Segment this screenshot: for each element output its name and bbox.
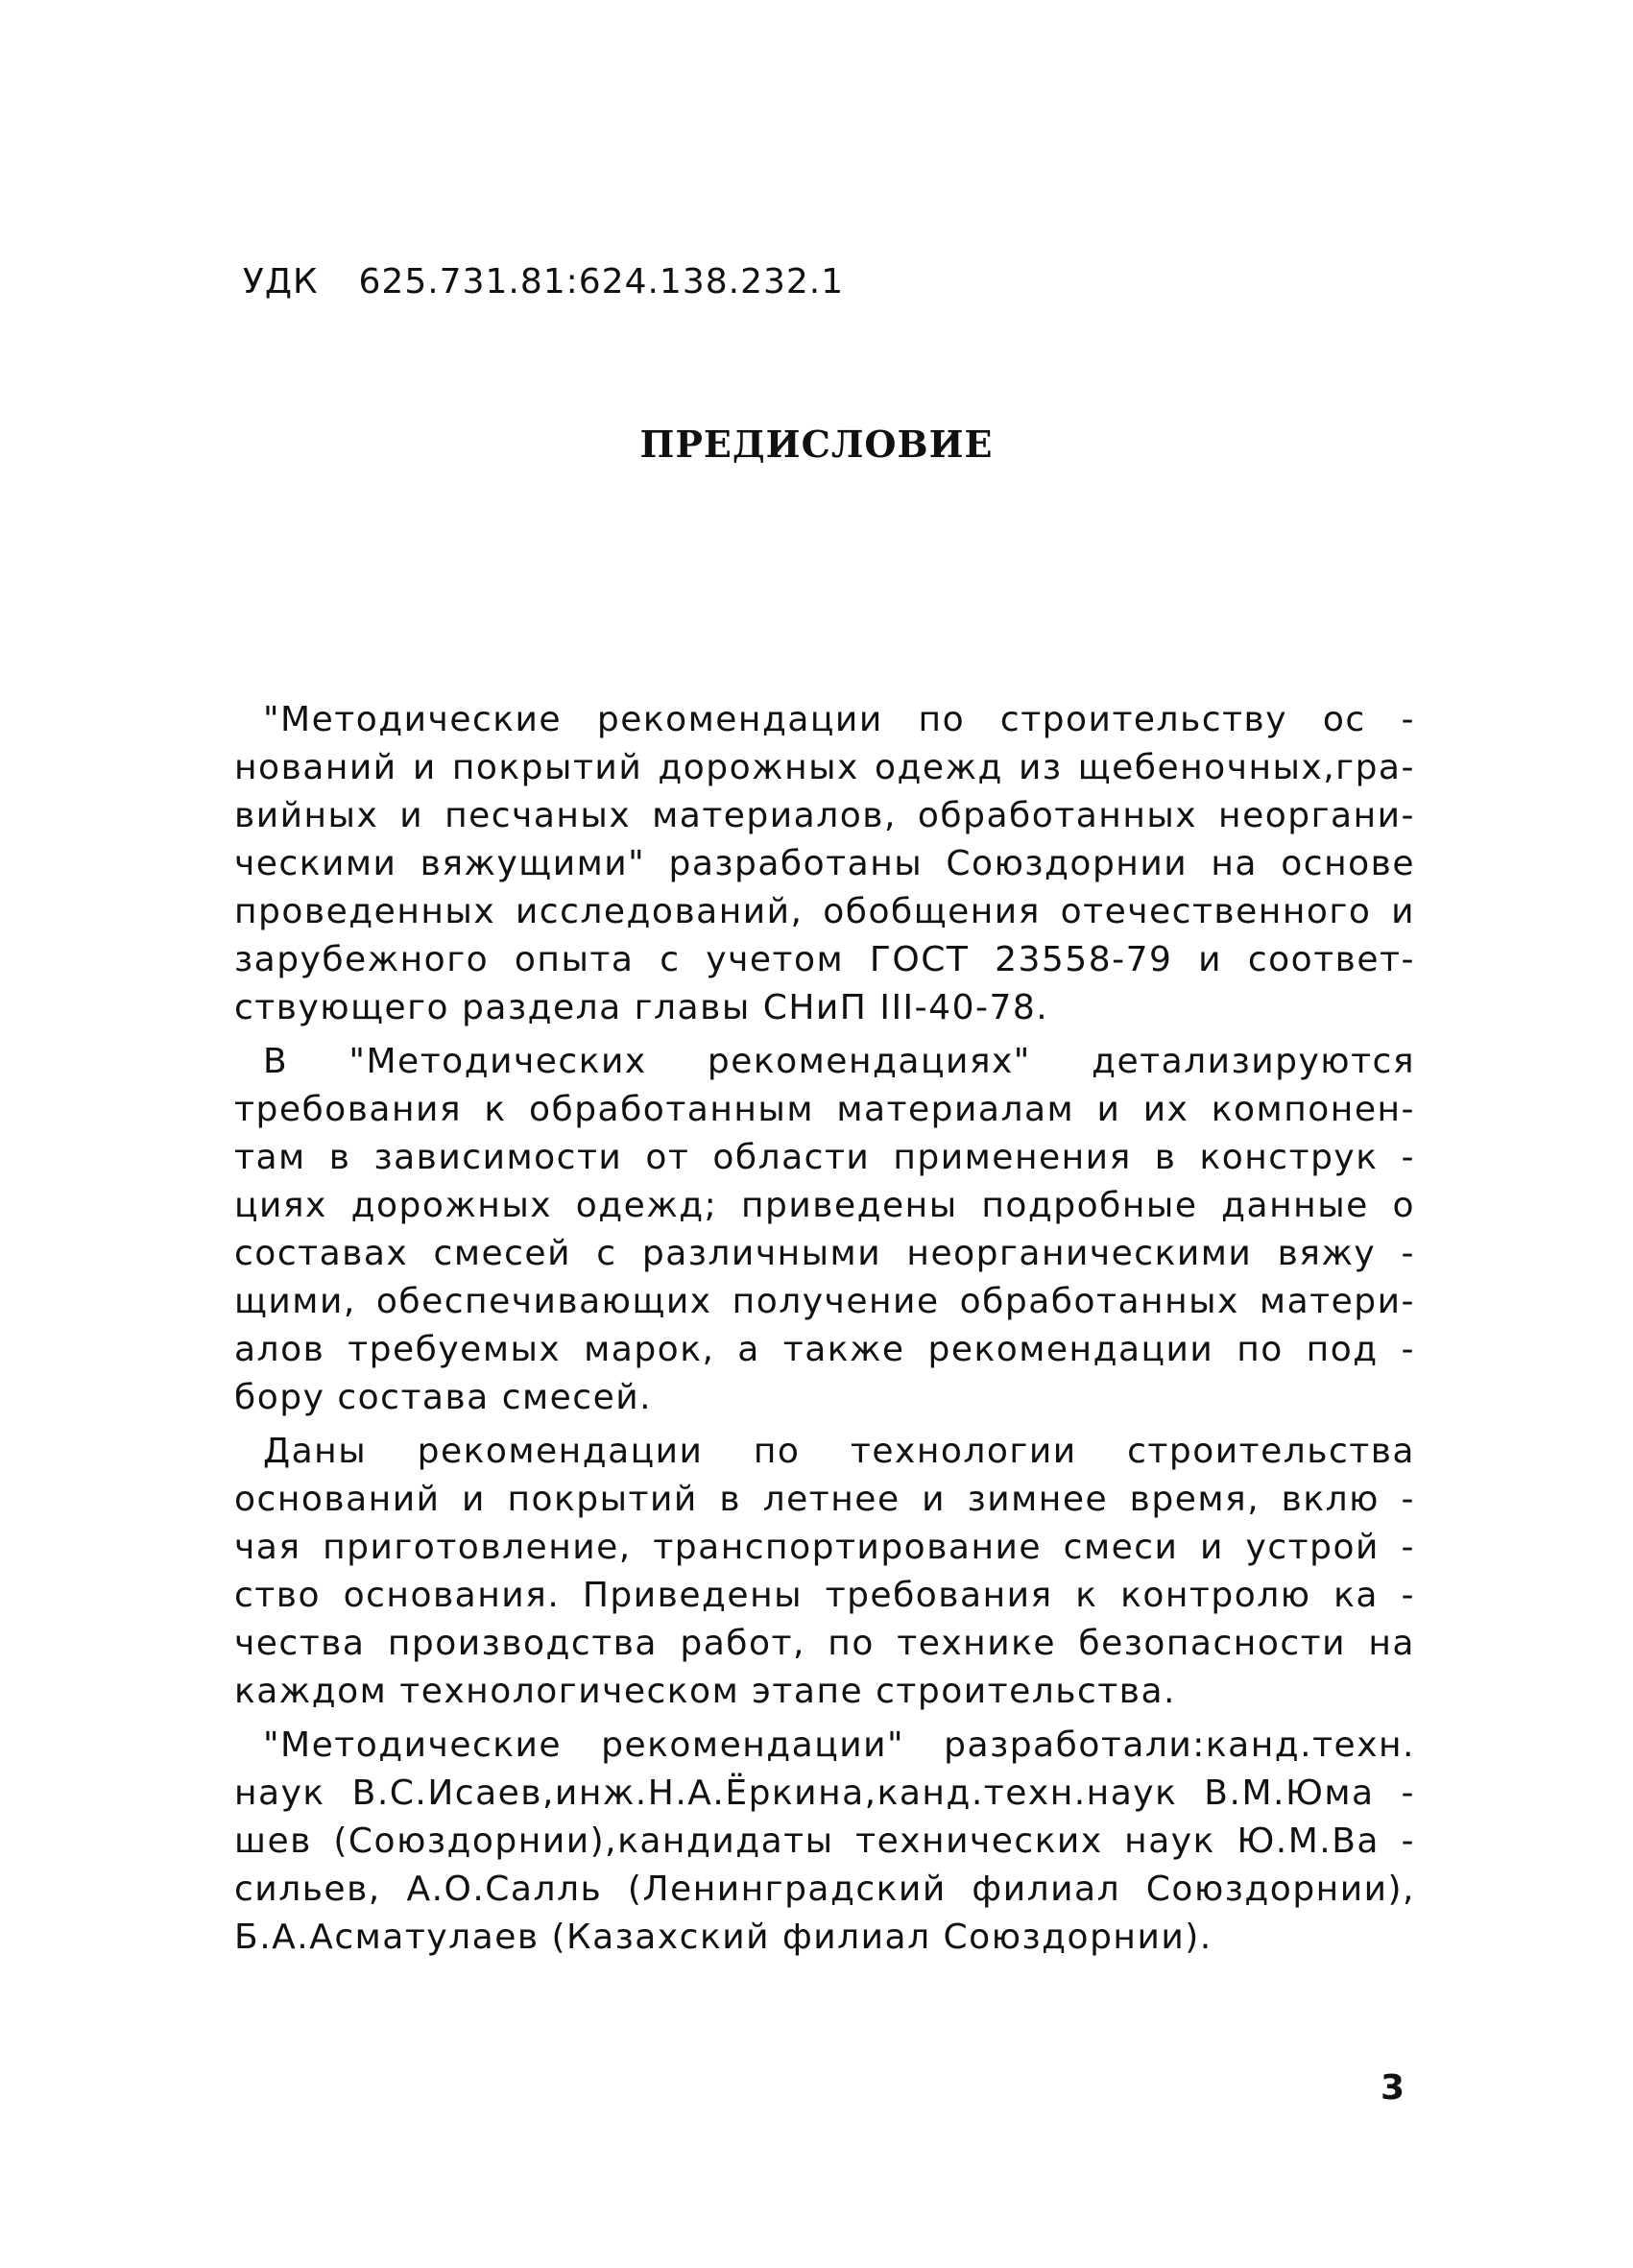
paragraph-1 — [234, 696, 1415, 1032]
text-line: "Методические рекомендации" разработали:канд.техн. — [263, 1725, 1415, 1765]
text-line: требования к обработанным материалам и их компонен- — [234, 1090, 1415, 1129]
text-line: наук В.С.Исаев,инж.Н.А.Ёркина,канд.техн.наук В.М.Юма - — [234, 1773, 1415, 1813]
text-line: чая приготовление, транспортирование смеси и устрой - — [234, 1528, 1415, 1567]
text-line: вийных и песчаных материалов, обработанных неоргани- — [234, 796, 1415, 835]
text-line: алов требуемых марок, а также рекомендации по под - — [234, 1330, 1415, 1369]
udk-classification — [219, 223, 844, 302]
text-line: бору состава смесей. — [234, 1378, 653, 1417]
page-number: 3 — [1381, 2068, 1405, 2108]
text-line: ствующего раздела главы СНиП III-40-78. — [234, 988, 1049, 1027]
text-line: каждом технологическом этапе строительства. — [234, 1672, 1176, 1711]
text-line: циях дорожных одежд; приведены подробные данные о — [234, 1186, 1415, 1225]
text-line: Даны рекомендации по технологии строительства — [263, 1432, 1415, 1471]
text-line: "Методические рекомендации по строительству ос - — [263, 700, 1415, 739]
text-line: проведенных исследований, обобщения отечественного и — [234, 892, 1415, 931]
text-line: оснований и покрытий в летнее и зимнее время, вклю - — [234, 1480, 1415, 1519]
text-line: щими, обеспечивающих получение обработанных матери- — [234, 1282, 1415, 1321]
text-line: ческими вяжущими" разработаны Союздорнии на основе — [234, 844, 1415, 883]
udk-label: УДК — [242, 262, 319, 302]
text-line: сильев, А.О.Салль (Ленинградский филиал Союздорнии), — [234, 1870, 1415, 1909]
text-line: там в зависимости от области применения в конструк - — [234, 1138, 1415, 1177]
text-line: составах смесей с различными неорганическими вяжу - — [234, 1234, 1415, 1273]
text-line: нований и покрытий дорожных одежд из щебеночных,гра- — [234, 748, 1415, 787]
text-line: Б.А.Асматулаев (Казахский филиал Союздорнии). — [234, 1918, 1213, 1957]
paragraph-4 — [234, 1722, 1415, 1962]
paragraph-2 — [234, 1038, 1415, 1422]
text-line: В "Методических рекомендациях" детализируются — [263, 1042, 1415, 1081]
text-line: ство основания. Приведены требования к контролю ка - — [234, 1576, 1415, 1615]
paragraph-3 — [234, 1428, 1415, 1716]
preface-body — [234, 696, 1415, 1967]
udk-code: 625.731.81:624.138.232.1 — [358, 262, 845, 302]
page-heading: ПРЕДИСЛОВИЕ — [639, 422, 994, 466]
text-line: зарубежного опыта с учетом ГОСТ 23558-79 и соответ- — [234, 940, 1415, 979]
text-line: шев (Союздорнии),кандидаты технических наук Ю.М.Ва - — [234, 1822, 1415, 1861]
text-line: чества производства работ, по технике безопасности на — [234, 1624, 1415, 1663]
